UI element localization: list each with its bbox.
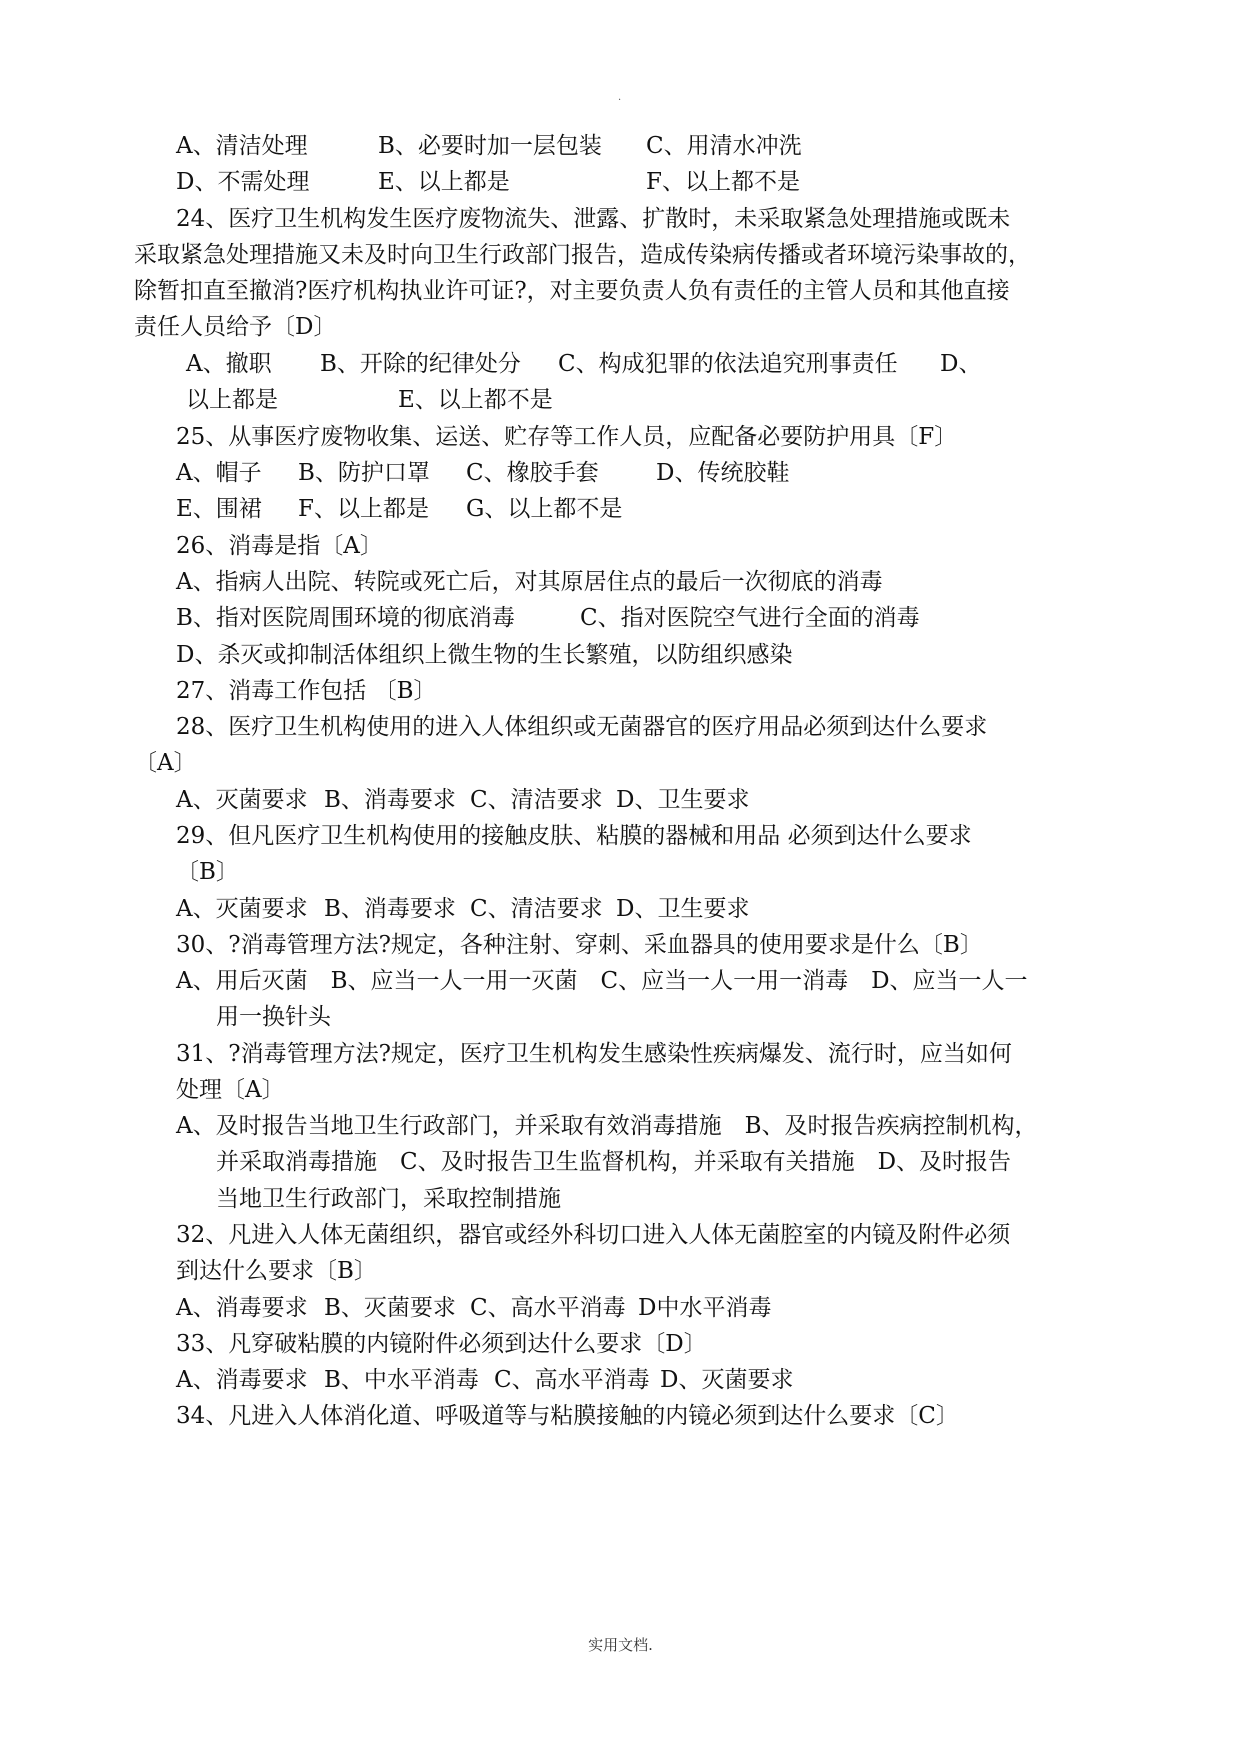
option-text: B、灭菌要求 xyxy=(324,1295,456,1321)
option-text: A、帽子 xyxy=(176,460,262,486)
option-text: E、以上都是 xyxy=(378,169,510,195)
q30-options-line-1: A、用后灭菌 B、应当一人一用一灭菌 C、应当一人一用一消毒 D、应当一人一 xyxy=(176,968,1028,994)
option-text: B、必要时加一层包装 xyxy=(378,133,602,159)
option-text: A、撤职 xyxy=(186,351,272,377)
q24-question-line-4: 责任人员给予〔D〕 xyxy=(134,314,337,340)
q31-options-line-1: A、及时报告当地卫生行政部门，并采取有效消毒措施 B、及时报告疾病控制机构， xyxy=(176,1113,1038,1139)
q28-question-line-1: 28、医疗卫生机构使用的进入人体组织或无菌器官的医疗用品必须到达什么要求 xyxy=(176,714,988,740)
option-text: F、以上都不是 xyxy=(646,169,800,195)
option-text: C、清洁要求 xyxy=(470,787,603,813)
option-text: B、防护口罩 xyxy=(298,460,430,486)
option-text: D、传统胶鞋 xyxy=(656,460,790,486)
option-text: C、高水平消毒 xyxy=(470,1295,626,1321)
option-text: E、围裙 xyxy=(176,496,262,522)
option-text: C、用清水冲洗 xyxy=(646,133,802,159)
option-text: B、指对医院周围环境的彻底消毒 xyxy=(176,605,515,631)
header-mark: . xyxy=(618,92,622,103)
q29-question-line-1: 29、但凡医疗卫生机构使用的接触皮肤、粘膜的器械和用品 必须到达什么要求 xyxy=(176,823,972,849)
q34-question: 34、凡进入人体消化道、呼吸道等与粘膜接触的内镜必须到达什么要求〔C〕 xyxy=(176,1403,959,1429)
option-text: C、构成犯罪的依法追究刑事责任 xyxy=(558,351,898,377)
q26-option-a: A、指病人出院、转院或死亡后，对其原居住点的最后一次彻底的消毒 xyxy=(176,569,883,595)
q24-question-line-3: 除暂扣直至撤消?医疗机构执业许可证?，对主要负责人负有责任的主管人员和其他直接 xyxy=(134,278,1010,304)
q31-options-line-2: 并采取消毒措施 C、及时报告卫生监督机构，并采取有关措施 D、及时报告 xyxy=(216,1149,1012,1175)
q29-question-line-2: 〔B〕 xyxy=(176,859,239,885)
option-text: A、灭菌要求 xyxy=(176,787,308,813)
q30-options-line-2: 用一换针头 xyxy=(216,1004,331,1030)
option-text: F、以上都是 xyxy=(298,496,429,522)
q31-question-line-1: 31、?消毒管理方法?规定，医疗卫生机构发生感染性疾病爆发、流行时，应当如何 xyxy=(176,1041,1012,1067)
q33-question: 33、凡穿破粘膜的内镜附件必须到达什么要求〔D〕 xyxy=(176,1331,707,1357)
option-text: D、卫生要求 xyxy=(616,896,750,922)
option-text: E、以上都不是 xyxy=(398,387,553,413)
option-text: 以上都是 xyxy=(186,387,278,413)
q27-question: 27、消毒工作包括 〔B〕 xyxy=(176,678,437,704)
q31-options-line-3: 当地卫生行政部门，采取控制措施 xyxy=(216,1186,561,1212)
option-text: D中水平消毒 xyxy=(638,1295,772,1321)
q28-question-line-2: 〔A〕 xyxy=(134,750,197,776)
option-text: C、指对医院空气进行全面的消毒 xyxy=(580,605,920,631)
option-text: C、高水平消毒 xyxy=(494,1367,650,1393)
q26-question: 26、消毒是指〔A〕 xyxy=(176,533,383,559)
q26-option-d: D、杀灭或抑制活体组织上微生物的生长繁殖，以防组织感染 xyxy=(176,642,793,668)
option-text: A、消毒要求 xyxy=(176,1295,308,1321)
option-text: D、不需处理 xyxy=(176,169,310,195)
option-text: D、 xyxy=(940,351,982,377)
option-text: C、橡胶手套 xyxy=(466,460,599,486)
option-text: A、灭菌要求 xyxy=(176,896,308,922)
q30-question: 30、?消毒管理方法?规定，各种注射、穿刺、采血器具的使用要求是什么〔B〕 xyxy=(176,932,983,958)
q25-question: 25、从事医疗废物收集、运送、贮存等工作人员，应配备必要防护用具〔F〕 xyxy=(176,424,958,450)
option-text: B、开除的纪律处分 xyxy=(320,351,521,377)
option-text: G、以上都不是 xyxy=(466,496,623,522)
q24-question-line-1: 24、医疗卫生机构发生医疗废物流失、泄露、扩散时，未采取紧急处理措施或既未 xyxy=(176,206,1011,232)
q24-question-line-2: 采取紧急处理措施又未及时向卫生行政部门报告，造成传染病传播或者环境污染事故的， xyxy=(134,242,1031,268)
option-text: B、消毒要求 xyxy=(324,896,456,922)
option-text: D、灭菌要求 xyxy=(660,1367,794,1393)
option-text: D、卫生要求 xyxy=(616,787,750,813)
option-text: B、消毒要求 xyxy=(324,787,456,813)
q32-question-line-1: 32、凡进入人体无菌组织，器官或经外科切口进入人体无菌腔室的内镜及附件必须 xyxy=(176,1222,1011,1248)
q32-question-line-2: 到达什么要求〔B〕 xyxy=(176,1258,377,1284)
option-text: B、中水平消毒 xyxy=(324,1367,479,1393)
page-footer: 实用文档. xyxy=(588,1636,653,1654)
q31-question-line-2: 处理〔A〕 xyxy=(176,1077,285,1103)
option-text: C、清洁要求 xyxy=(470,896,603,922)
option-text: A、清洁处理 xyxy=(176,133,308,159)
option-text: A、消毒要求 xyxy=(176,1367,308,1393)
